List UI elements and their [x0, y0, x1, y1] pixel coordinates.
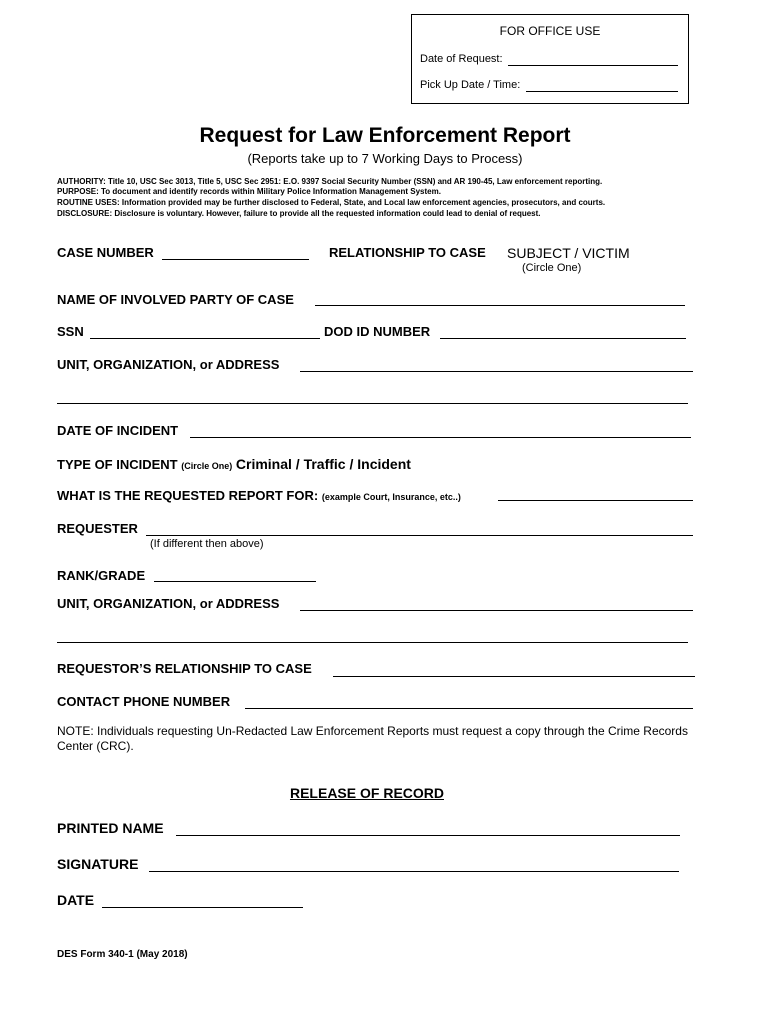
type-circle-one-hint: (Circle One)	[181, 461, 233, 471]
signature-label: SIGNATURE	[57, 856, 139, 872]
release-of-record-heading: RELEASE OF RECORD	[289, 785, 444, 801]
involved-party-label: NAME OF INVOLVED PARTY OF CASE	[57, 292, 294, 307]
unit-address-field-line-2[interactable]	[57, 403, 688, 404]
requested-for-example: (example Court, Insurance, etc..)	[321, 492, 461, 502]
date-of-request-field[interactable]	[508, 65, 678, 66]
ssn-label: SSN	[57, 324, 84, 339]
ssn-field[interactable]	[90, 338, 320, 339]
date-of-incident-field[interactable]	[190, 437, 691, 438]
contact-phone-field[interactable]	[245, 708, 693, 709]
unit-address-label: UNIT, ORGANIZATION, or ADDRESS	[57, 357, 280, 372]
form-subtitle: (Reports take up to 7 Working Days to Process)	[247, 151, 523, 166]
unit-address-field[interactable]	[300, 371, 693, 372]
date-of-request-label: Date of Request:	[420, 53, 503, 65]
case-number-label: CASE NUMBER	[57, 245, 154, 260]
type-of-incident-line	[57, 456, 411, 472]
office-use-title: FOR OFFICE USE	[499, 24, 601, 38]
requestor-relationship-label: REQUESTOR’S RELATIONSHIP TO CASE	[57, 661, 312, 676]
type-of-incident-label: TYPE OF INCIDENT	[57, 457, 178, 472]
involved-party-field[interactable]	[315, 305, 685, 306]
authority-text: AUTHORITY: Title 10, USC Sec 3013, Title 5, USC Sec 2951: E.O. 9397 Social Security Number (SSN) and AR 190-45, Law enforcement reporting.	[57, 177, 603, 186]
disclosure-text: DISCLOSURE: Disclosure is voluntary. However, failure to provide all the requested information could lead to denial of request.	[57, 209, 541, 218]
printed-name-label: PRINTED NAME	[57, 820, 164, 836]
form-title: Request for Law Enforcement Report	[199, 124, 571, 147]
requested-for-line	[57, 488, 461, 503]
signature-field[interactable]	[149, 871, 679, 872]
requester-unit-address-field[interactable]	[300, 610, 693, 611]
requester-hint: (If different then above)	[150, 538, 264, 550]
type-options[interactable]: Criminal / Traffic / Incident	[235, 456, 411, 472]
purpose-text: PURPOSE: To document and identify records within Military Police Information Management System.	[57, 187, 441, 196]
form-number: DES Form 340-1 (May 2018)	[57, 949, 188, 960]
release-date-label: DATE	[57, 892, 95, 908]
routine-uses-text: ROUTINE USES: Information provided may be further disclosed to Federal, State, and Local law enforcement agencies, prosecutors, and courts.	[57, 198, 606, 207]
release-date-field[interactable]	[102, 907, 303, 908]
dod-id-label: DOD ID NUMBER	[324, 324, 431, 339]
date-of-incident-label: DATE OF INCIDENT	[57, 423, 179, 438]
circle-one-hint: (Circle One)	[522, 262, 582, 274]
requested-for-field[interactable]	[498, 500, 693, 501]
rank-grade-field[interactable]	[154, 581, 316, 582]
note-text: NOTE: Individuals requesting Un-Redacted Law Enforcement Reports must request a copy through the Crime Records Center (CRC).	[57, 724, 688, 753]
relationship-label: RELATIONSHIP TO CASE	[329, 245, 486, 260]
relationship-options[interactable]: SUBJECT / VICTIM	[507, 245, 630, 261]
requester-label: REQUESTER	[57, 521, 138, 536]
requested-for-label: WHAT IS THE REQUESTED REPORT FOR:	[57, 488, 319, 503]
requester-field[interactable]	[146, 535, 693, 536]
office-use-box	[411, 14, 689, 104]
contact-phone-label: CONTACT PHONE NUMBER	[57, 694, 231, 709]
requester-unit-address-label: UNIT, ORGANIZATION, or ADDRESS	[57, 596, 280, 611]
rank-grade-label: RANK/GRADE	[57, 568, 146, 583]
pick-up-label: Pick Up Date / Time:	[420, 79, 521, 91]
dod-id-field[interactable]	[440, 338, 686, 339]
requestor-relationship-field[interactable]	[333, 676, 695, 677]
printed-name-field[interactable]	[176, 835, 680, 836]
requester-unit-address-field-line-2[interactable]	[57, 642, 688, 643]
pick-up-field[interactable]	[526, 91, 678, 92]
case-number-field[interactable]	[162, 259, 309, 260]
